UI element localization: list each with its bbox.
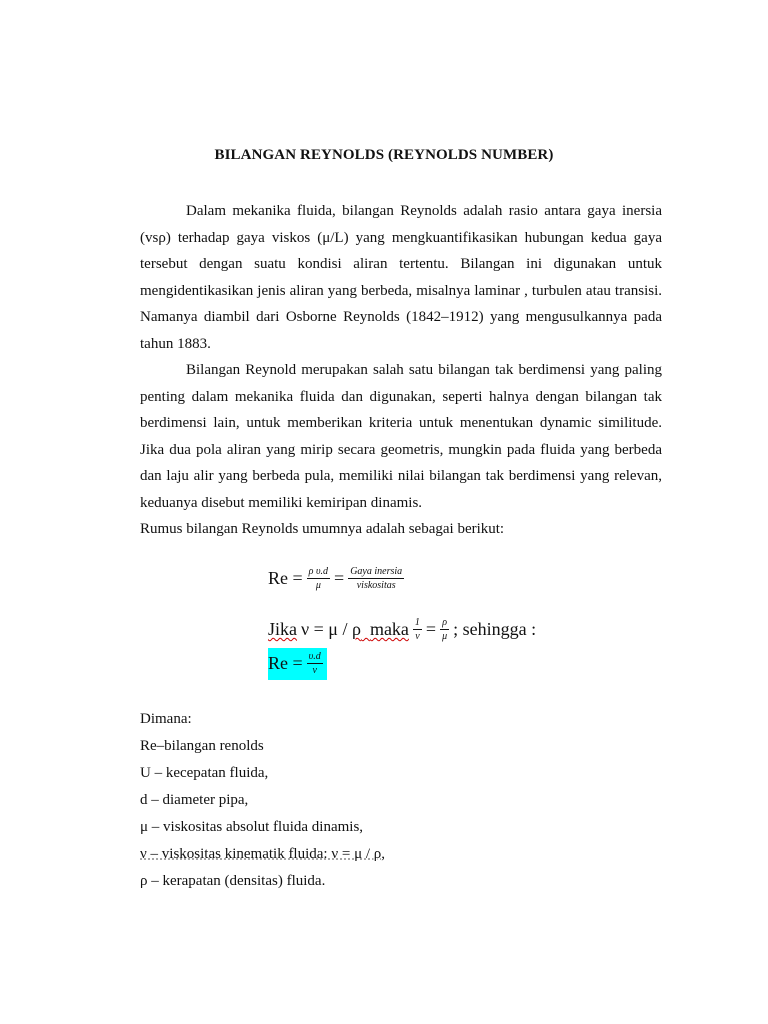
fraction-denominator: viskositas	[356, 580, 396, 591]
rho-maka	[352, 619, 409, 639]
fraction-numerator: υ.d	[308, 651, 321, 662]
fraction-rho-over-mu	[440, 616, 449, 643]
word-jika: Jika	[268, 619, 297, 639]
fraction-denominator: ν	[415, 631, 420, 642]
formula-intro: Rumus bilangan Reynolds umumnya adalah sebagai berikut:	[140, 521, 505, 537]
equation-tail: ; sehingga :	[453, 619, 537, 639]
fraction-one-over-nu	[413, 616, 422, 643]
fraction-numerator: 1	[414, 617, 420, 628]
fraction-numerator: ρ	[440, 616, 449, 630]
equation-reynolds-kinematic	[268, 648, 327, 680]
fraction-denominator: μ	[315, 580, 321, 591]
definition-item: Re–bilangan renolds	[140, 738, 264, 754]
paragraph-intro-text: Dalam mekanika fluida, bilangan Reynolds adalah rasio antara gaya inersia (vsρ) terhadap gaya viskos (μ/L) yang mengkuantifikasikan hubungan kedua gaya tersebut dengan suatu kondisi aliran tertentu. Bilangan ini digunakan untuk mengidentikasikan jenis aliran yang berbeda, misalnya laminar , turbulen atau transisi. Namanya diambil dari Osborne Reynolds (1842–1912) yang mengusulkannya pada tahun 1883.	[140, 203, 662, 352]
fraction-inertia-viscosity	[348, 565, 404, 592]
fraction-velocity-diameter-over-nu	[307, 650, 323, 677]
paragraph-dimensionless-text: Bilangan Reynold merupakan salah satu bilangan tak berdimensi yang paling penting dalam mekanika fluida dan digunakan, seperti halnya dengan bilangan tak berdimensi lain, untuk memberikan kriteria untuk menentukan dynamic similitude. Jika dua pola aliran yang mirip secara geometris, mungkin pada fluida yang berbeda dan laju alir yang berbeda pula, memiliki nilai bilangan tak berdimensi yang relevan, keduanya disebut memiliki kemiripan dinamis.	[140, 362, 662, 511]
definition-item: μ – viskositas absolut fluida dinamis,	[140, 819, 364, 835]
equals-sign: =	[425, 619, 437, 639]
equation-lhs: Re =	[268, 568, 303, 588]
fraction-denominator: μ	[442, 631, 448, 642]
paragraph-intro	[140, 198, 662, 358]
definition-item: ρ – kerapatan (densitas) fluida.	[140, 873, 326, 889]
document-title: BILANGAN REYNOLDS (REYNOLDS NUMBER)	[214, 147, 554, 163]
definition-item: d – diameter pipa,	[140, 792, 249, 808]
word-maka: maka	[369, 619, 409, 639]
fraction-numerator: ρ υ.d	[308, 566, 329, 577]
equation-middle: ν = μ /	[301, 619, 352, 639]
equation-reynolds-general	[268, 565, 404, 592]
definitions-heading: Dimana:	[140, 711, 192, 727]
equation-lhs: Re =	[268, 653, 303, 673]
definitions-list	[140, 706, 385, 895]
definition-item: ν – viskositas kinematik fluida: ν = μ / ρ,	[140, 846, 386, 862]
equals-sign: =	[334, 568, 345, 588]
rho-symbol: ρ	[351, 619, 361, 639]
definition-item: U – kecepatan fluida,	[140, 765, 269, 781]
fraction-density-velocity	[307, 565, 330, 592]
fraction-denominator: ν	[312, 665, 317, 676]
equation-kinematic-substitution	[268, 616, 536, 643]
paragraph-dimensionless	[140, 357, 662, 517]
highlighted-equation	[268, 648, 327, 680]
fraction-numerator: Gaya inersia	[350, 566, 403, 577]
